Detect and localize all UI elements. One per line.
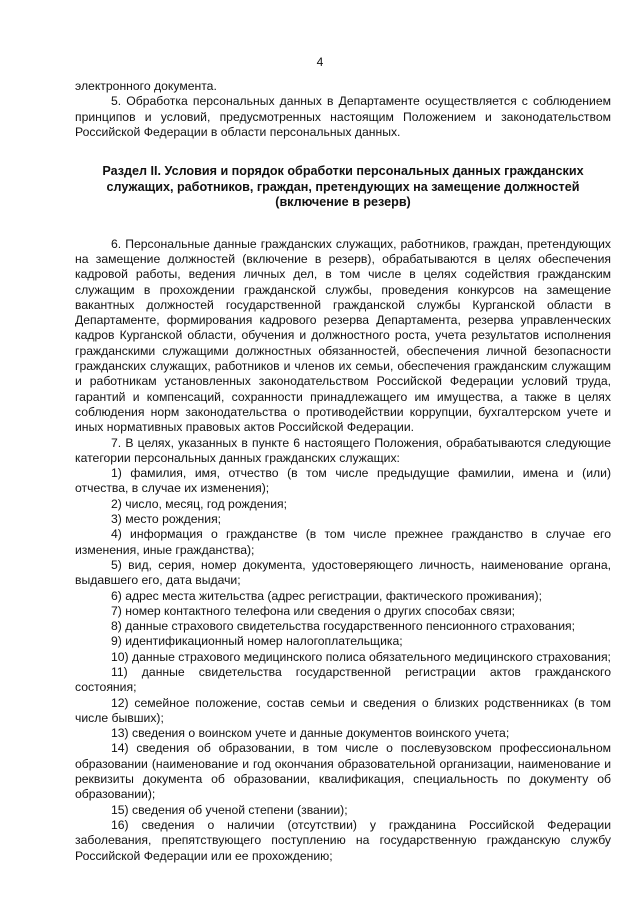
list-item: 14) сведения об образовании, в том числе о послевузовском профессиональном образовании (наименование и год окончания образовательной организации, наименование и реквизиты документа об образовании, квалификация, специальность по документу об образовании); bbox=[75, 741, 611, 802]
paragraph-7: 7. В целях, указанных в пункте 6 настоящего Положения, обрабатываются следующие категории персональных данных гражданских служащих: bbox=[75, 435, 611, 465]
list-item: 13) сведения о воинском учете и данные документов воинского учета; bbox=[111, 726, 510, 741]
list-item: 3) место рождения; bbox=[111, 512, 222, 527]
section-heading-line: Раздел II. Условия и порядок обработки персональных данных гражданских bbox=[102, 164, 584, 179]
paragraph-6: 6. Персональные данные гражданских служащих, работников, граждан, претендующих на замещение должностей (включение в резерв), обрабатываются в целях обеспечения кадровой работы, ведения личных дел, в том числе в целях содействия гражданским служащим в прохождении гражданской службы, проведения конкурсов на замещение вакантных должностей государственной гражданской службы Курганской области в Департаменте, формирования кадрового резерва Департамента, резерва управленческих кадров Курганской области, обучения и должностного роста, учета результатов исполнения гражданскими служащими должностных обязанностей, обеспечения личной безопасности гражданских служащих, работников и членов их семьи, обеспечения гражданским служащим и работникам установленных законодательством Российской Федерации условий труда, гарантий и компенсаций, сохранности принадлежащего им имущества, а также в целях соблюдения норм законодательства о противодействии коррупции, бухгалтерском учете и иных нормативных правовых актов Российской Федерации. bbox=[75, 236, 611, 435]
list-item: 9) идентификационный номер налогоплательщика; bbox=[111, 634, 403, 649]
paragraph-continuation: электронного документа. bbox=[75, 79, 217, 93]
list-item: 1) фамилия, имя, отчество (в том числе предыдущие фамилии, имена и (или) отчества, в случае их изменения); bbox=[75, 466, 611, 496]
list-item: 7) номер контактного телефона или сведения о других способах связи; bbox=[111, 603, 516, 618]
list-item: 11) данные свидетельства государственной регистрации актов гражданского состояния; bbox=[75, 665, 611, 695]
section-heading-line: (включение в резерв) bbox=[275, 195, 411, 210]
list-item: 6) адрес места жительства (адрес регистрации, фактического проживания); bbox=[111, 588, 542, 603]
list-item: 4) информация о гражданстве (в том числе прежнее гражданство в случае его изменения, иные гражданства); bbox=[75, 527, 611, 557]
page-number: 4 bbox=[316, 55, 324, 69]
document-body bbox=[75, 79, 611, 864]
list-item: 5) вид, серия, номер документа, удостоверяющего личность, наименование органа, выдавшего его, дата выдачи; bbox=[75, 557, 611, 588]
section-heading-line: служащих, работников, граждан, претендующих на замещение должностей bbox=[106, 179, 580, 194]
list-item: 12) семейное положение, состав семьи и сведения о близких родственниках (в том числе бывших); bbox=[75, 695, 611, 725]
personal-data-list bbox=[75, 466, 611, 864]
section-heading bbox=[75, 164, 611, 211]
list-item: 10) данные страхового медицинского полиса обязательного медицинского страхования; bbox=[111, 649, 611, 664]
list-item: 16) сведения о наличии (отсутствии) у гражданина Российской Федерации заболевания, препятствующего поступлению на государственную гражданскую службу Российской Федерации или ее прохождению; bbox=[75, 817, 611, 863]
paragraph-5: 5. Обработка персональных данных в Департаменте осуществляется с соблюдением принципов и условий, предусмотренных настоящим Положением и законодательством Российской Федерации в области персональных данных. bbox=[75, 94, 611, 139]
list-item: 15) сведения об ученой степени (звании); bbox=[111, 802, 348, 817]
list-item: 8) данные страхового свидетельства государственного пенсионного страхования; bbox=[111, 619, 575, 634]
list-item: 2) число, месяц, год рождения; bbox=[111, 496, 288, 511]
